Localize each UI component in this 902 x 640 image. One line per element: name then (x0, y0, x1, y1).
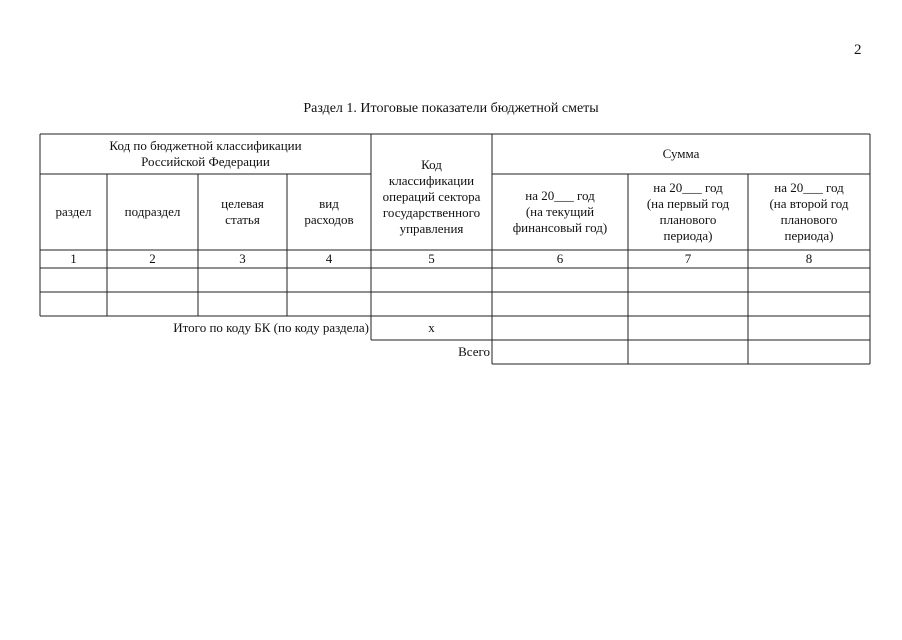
header-year-current: на 20___ год (на текущий финансовый год) (512, 188, 608, 235)
total-by-code-label: Итого по коду БК (по коду раздела) (173, 320, 369, 335)
header-kosgu-code: Код классификации операций сектора государственного управления (382, 157, 481, 236)
column-number: 3 (239, 251, 246, 266)
column-number: 5 (428, 251, 435, 266)
column-number: 2 (149, 251, 156, 266)
column-number: 8 (805, 251, 813, 266)
page-number: 2 (854, 42, 862, 58)
header-bk-code: Код по бюджетной классификации Российской Федерации (109, 138, 302, 169)
header-year-first: на 20___ год (на первый год планового периода) (646, 180, 730, 243)
header-razdel: раздел (55, 204, 92, 219)
section-title: Раздел 1. Итоговые показатели бюджетной сметы (303, 101, 599, 116)
header-expense-type: вид расходов (304, 196, 354, 227)
column-number: 7 (684, 251, 692, 266)
column-number: 4 (325, 251, 333, 266)
header-podrazdel: подраздел (124, 204, 181, 219)
column-number: 1 (70, 251, 77, 266)
header-target: целевая статья (221, 196, 264, 227)
grand-total-label: Всего (458, 344, 490, 359)
header-sum: Сумма (662, 146, 700, 161)
total-by-code-mark: х (428, 320, 435, 335)
column-number: 6 (556, 251, 564, 266)
header-year-second: на 20___ год (на второй год планового периода) (769, 180, 849, 243)
